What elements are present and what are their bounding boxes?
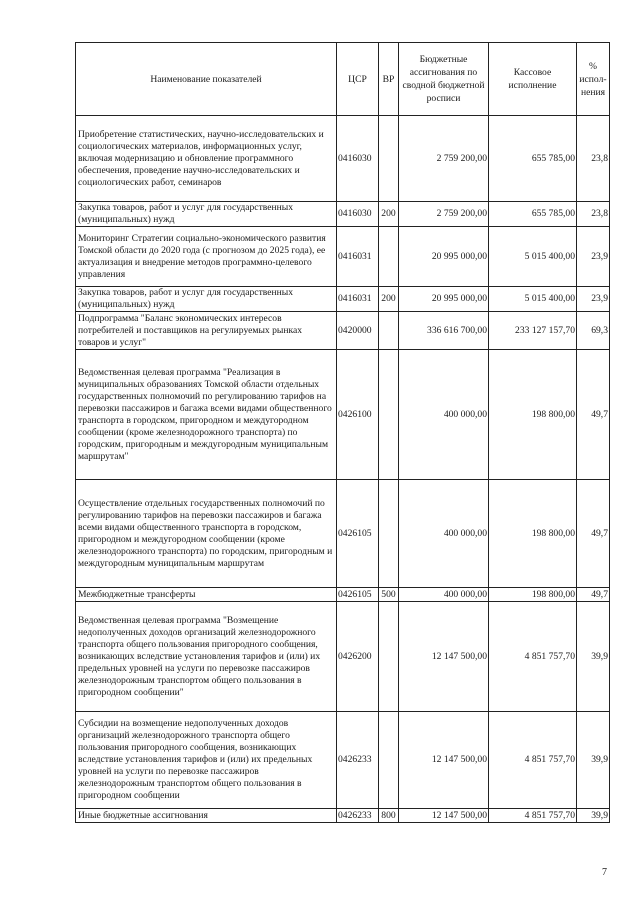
row-csr: 0416031	[337, 287, 379, 312]
row-csr: 0420000	[337, 312, 379, 350]
row-budget-allocations: 336 616 700,00	[399, 312, 489, 350]
row-cash-execution: 5 015 400,00	[489, 287, 577, 312]
row-vr	[379, 116, 399, 202]
table-row	[76, 287, 610, 312]
row-budget-allocations: 12 147 500,00	[399, 602, 489, 712]
row-percent-execution: 49,7	[577, 350, 610, 480]
header-vr: ВР	[379, 43, 399, 116]
row-name: Ведомственная целевая программа "Реализация в муниципальных образованиях Томской области отдельных государственных полномочий по регулированию тарифов на перевозки пассажиров и багажа всеми видами общественного транспорта в городском, пригородном и междугородном сообщении (кроме железнодорожного транспорта) по городским, пригородным и междугородным муниципальным маршрутам"	[76, 350, 337, 480]
row-cash-execution: 655 785,00	[489, 116, 577, 202]
row-vr: 500	[379, 588, 399, 602]
header-cash-execution: Кассовое исполнение	[489, 43, 577, 116]
header-percent-execution: % испол-нения	[577, 43, 610, 116]
row-percent-execution: 69,3	[577, 312, 610, 350]
header-budget-allocations: Бюджетные ассигнования по сводной бюджетной росписи	[399, 43, 489, 116]
table-row	[76, 809, 610, 823]
row-percent-execution: 23,8	[577, 202, 610, 227]
row-budget-allocations: 400 000,00	[399, 350, 489, 480]
row-cash-execution: 233 127 157,70	[489, 312, 577, 350]
row-name: Мониторинг Стратегии социально-экономического развития Томской области до 2020 года (с прогнозом до 2025 года), ее актуализация и внедрение методов программно-целевого управления	[76, 227, 337, 287]
row-vr	[379, 480, 399, 588]
page-number: 7	[602, 867, 607, 878]
header-indicator-name: Наименование показателей	[76, 43, 337, 116]
row-name: Ведомственная целевая программа "Возмещение недополученных доходов организаций железнодорожного транспорта общего пользования пригородного сообщения, возникающих вследствие установления тарифов и (или) их предельных уровней на услуги по перевозке пассажиров железнодорожным транспортом общего пользования в пригородном сообщении"	[76, 602, 337, 712]
row-percent-execution: 39,9	[577, 602, 610, 712]
row-name: Приобретение статистических, научно-исследовательских и социологических материалов, информационных услуг, включая модернизацию и обновление программного обеспечения, проведение научно-исследовательских и социологических работ, семинаров	[76, 116, 337, 202]
table-row	[76, 480, 610, 588]
row-budget-allocations: 12 147 500,00	[399, 809, 489, 823]
row-cash-execution: 4 851 757,70	[489, 809, 577, 823]
row-percent-execution: 49,7	[577, 588, 610, 602]
row-name: Подпрограмма "Баланс экономических интересов потребителей и поставщиков на регулируемых рынках товаров и услуг"	[76, 312, 337, 350]
row-percent-execution: 23,9	[577, 227, 610, 287]
table-row	[76, 312, 610, 350]
row-budget-allocations: 2 759 200,00	[399, 116, 489, 202]
row-name: Осуществление отдельных государственных полномочий по регулированию тарифов на перевозки пассажиров и багажа всеми видами общественного транспорта в городском, пригородном и междугородном сообщении (кроме железнодорожного транспорта) по городским, пригородным и междугородным муниципальным маршрутам	[76, 480, 337, 588]
table-row	[76, 116, 610, 202]
row-percent-execution: 23,9	[577, 287, 610, 312]
row-name: Закупка товаров, работ и услуг для государственных (муниципальных) нужд	[76, 287, 337, 312]
row-csr: 0426200	[337, 602, 379, 712]
row-percent-execution: 39,9	[577, 712, 610, 809]
row-budget-allocations: 400 000,00	[399, 588, 489, 602]
row-csr: 0426105	[337, 588, 379, 602]
row-budget-allocations: 400 000,00	[399, 480, 489, 588]
table-row	[76, 202, 610, 227]
table-header-row	[76, 43, 610, 116]
row-csr: 0426105	[337, 480, 379, 588]
row-cash-execution: 5 015 400,00	[489, 227, 577, 287]
row-csr: 0426233	[337, 712, 379, 809]
table-row	[76, 350, 610, 480]
row-csr: 0426100	[337, 350, 379, 480]
row-budget-allocations: 2 759 200,00	[399, 202, 489, 227]
row-budget-allocations: 20 995 000,00	[399, 227, 489, 287]
row-budget-allocations: 12 147 500,00	[399, 712, 489, 809]
budget-execution-table	[75, 42, 610, 823]
row-cash-execution: 4 851 757,70	[489, 712, 577, 809]
row-cash-execution: 198 800,00	[489, 480, 577, 588]
row-cash-execution: 4 851 757,70	[489, 602, 577, 712]
row-vr	[379, 602, 399, 712]
row-vr: 200	[379, 287, 399, 312]
table-row	[76, 227, 610, 287]
row-vr	[379, 227, 399, 287]
row-name: Закупка товаров, работ и услуг для государственных (муниципальных) нужд	[76, 202, 337, 227]
table-row	[76, 588, 610, 602]
row-percent-execution: 23,8	[577, 116, 610, 202]
row-cash-execution: 198 800,00	[489, 350, 577, 480]
row-name: Иные бюджетные ассигнования	[76, 809, 337, 823]
row-vr	[379, 350, 399, 480]
header-csr: ЦСР	[337, 43, 379, 116]
row-vr	[379, 712, 399, 809]
row-budget-allocations: 20 995 000,00	[399, 287, 489, 312]
table-row	[76, 712, 610, 809]
row-csr: 0416030	[337, 116, 379, 202]
row-cash-execution: 198 800,00	[489, 588, 577, 602]
row-vr: 200	[379, 202, 399, 227]
row-percent-execution: 49,7	[577, 480, 610, 588]
row-csr: 0416031	[337, 227, 379, 287]
row-name: Субсидии на возмещение недополученных доходов организаций железнодорожного транспорта общего пользования пригородного сообщения, возникающих вследствие установления тарифов и (или) их предельных уровней на услуги по перевозке пассажиров железнодорожным транспортом общего пользования в пригородном сообщении	[76, 712, 337, 809]
row-csr: 0426233	[337, 809, 379, 823]
table-row	[76, 602, 610, 712]
row-vr	[379, 312, 399, 350]
row-csr: 0416030	[337, 202, 379, 227]
row-cash-execution: 655 785,00	[489, 202, 577, 227]
row-percent-execution: 39,9	[577, 809, 610, 823]
row-vr: 800	[379, 809, 399, 823]
row-name: Межбюджетные трансферты	[76, 588, 337, 602]
